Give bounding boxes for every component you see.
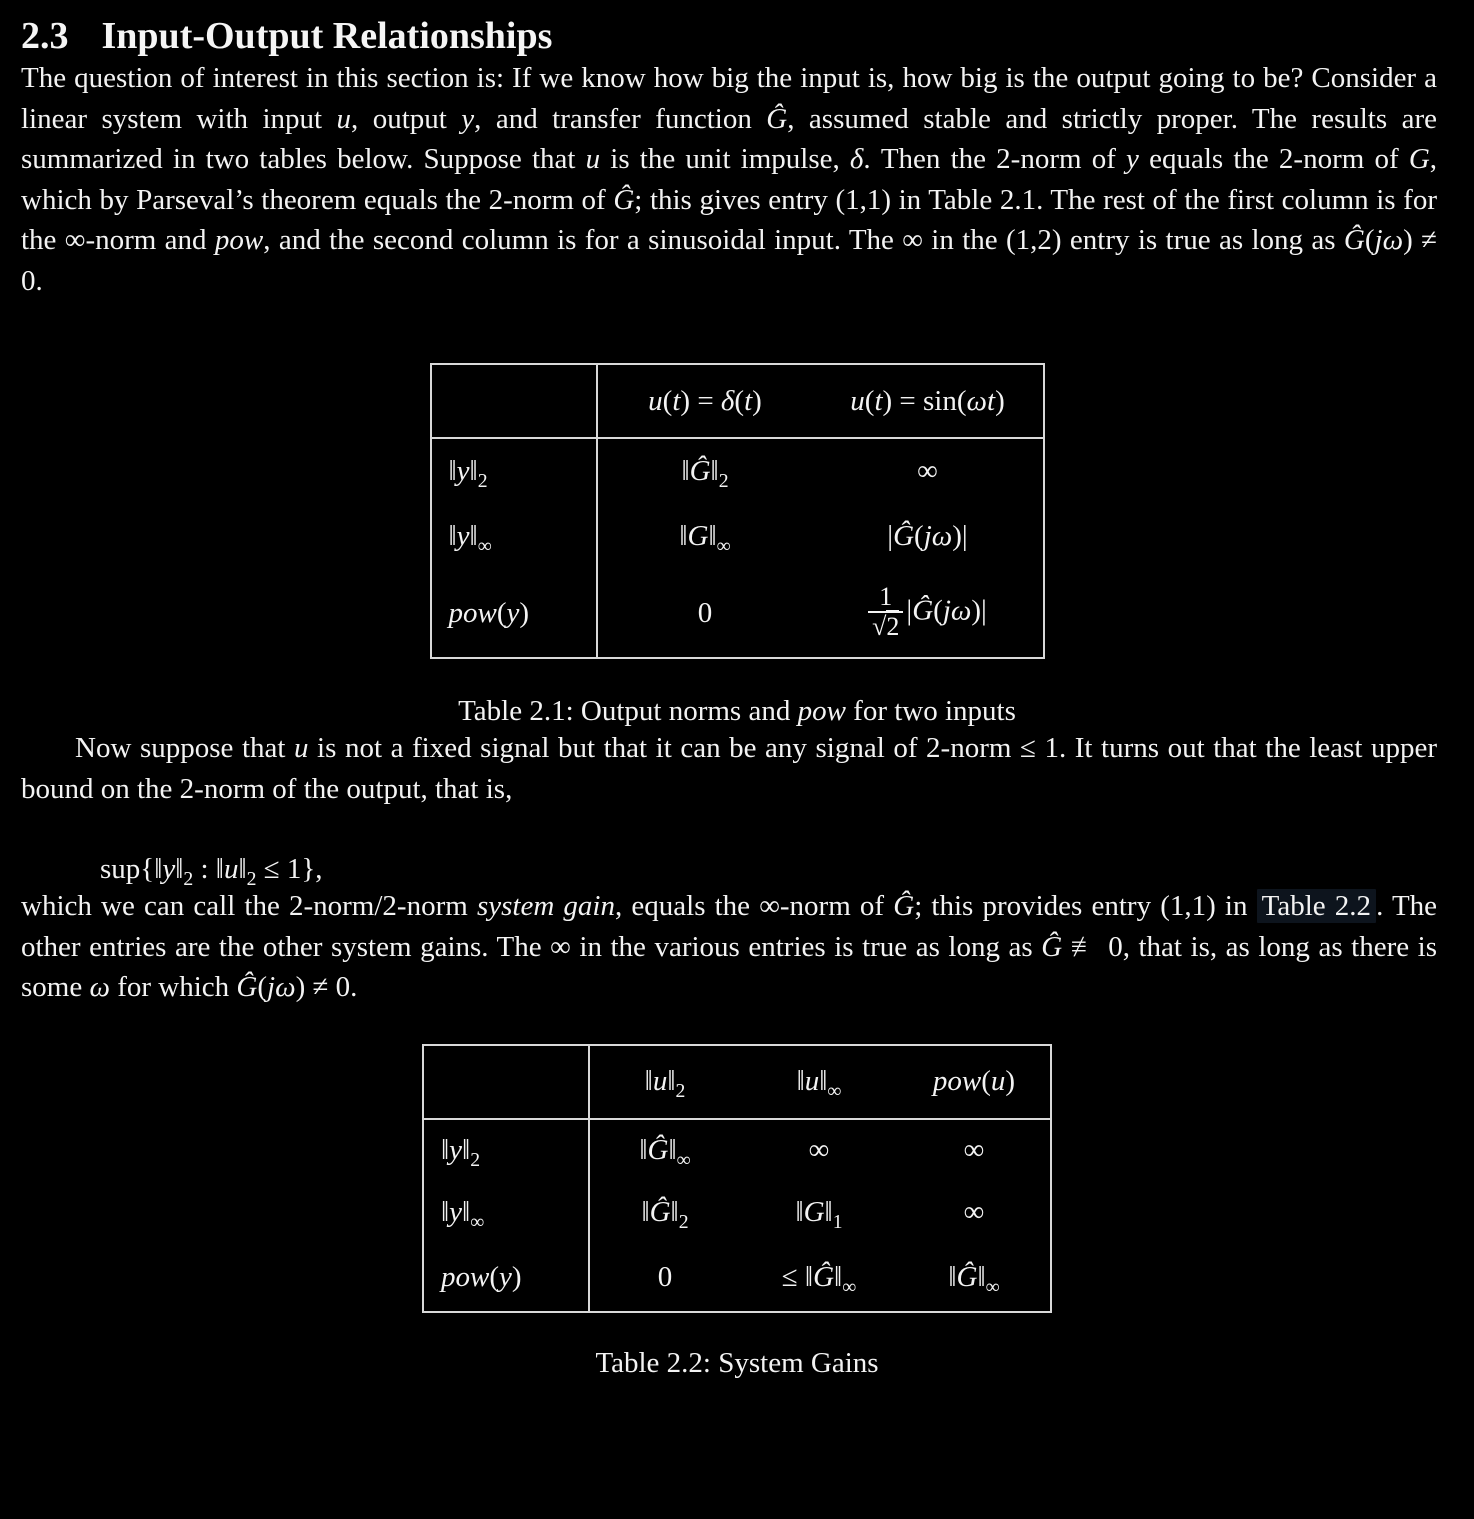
table-2-2-caption: Table 2.2: System Gains: [595, 1346, 879, 1379]
table-2-2-link[interactable]: Table 2.2: [1257, 889, 1376, 923]
table-cell: ∞: [808, 1134, 830, 1166]
table-cell: |Ĝ(jω)|: [887, 519, 968, 552]
table-header-row: [423, 1045, 1051, 1119]
table-cell: ∞: [963, 1134, 985, 1166]
column-header-u2: $‖u‖_2$: [589, 1045, 740, 1119]
table-row: [423, 1182, 1051, 1244]
display-equation: $sup\{‖y‖_2$ : $‖u‖_2 \le 1$},: [100, 853, 323, 890]
section-heading: [0, 0, 1474, 58]
table-row: [431, 438, 1044, 503]
table-cell: $\frac{1}{√2}$ |Ĝ(jω)|: [813, 569, 1044, 658]
table-cell: ≤ $‖Ĝ‖_\infty$: [781, 1260, 857, 1298]
section-title: Input-Output Relationships: [101, 15, 553, 57]
section-number: 2.3: [21, 15, 69, 57]
table-cell: $‖Ĝ‖_2$: [681, 454, 729, 492]
table-2-1-caption: Table 2.1: Output norms and pow for two inputs: [458, 695, 1016, 727]
row-label: $‖y‖_\infty$: [423, 1182, 589, 1244]
table-cell: ∞: [917, 454, 938, 487]
table-corner-cell: [431, 364, 597, 438]
row-label: $‖y‖_\infty$: [431, 503, 597, 569]
table-cell: $‖Ĝ‖_2$: [641, 1196, 689, 1233]
row-label: $‖y‖_2$: [423, 1119, 589, 1182]
table-2-2: [0, 1044, 1474, 1313]
table-row: [431, 569, 1044, 658]
row-label: $‖y‖_2$: [431, 438, 597, 503]
row-label: pow(y): [431, 569, 597, 658]
output-norms-table: [430, 363, 1045, 659]
paragraph-intro: The question of interest in this section is: If we know how big the input is, how big is the output going to be? Consider a linear system with input u, output y, and transfer function Ĝ, assumed stable and strictly proper. The results are summarized in two tables below. Suppose that u is the unit impulse, δ. Then the 2-norm of y equals the 2-norm of G, which by Parseval’s theorem equals the 2-norm of Ĝ; this gives entry (1,1) in Table 2.1. The rest of the first column is for the ∞-norm and pow, and the second column is for a sinusoidal input. The ∞ in the (1,2) entry is true as long as Ĝ(jω) ≠ 0.: [21, 62, 1438, 297]
table-header-row: [431, 364, 1044, 438]
system-gains-table: [422, 1044, 1052, 1313]
table-cell: 0: [697, 596, 713, 629]
column-header-powu: pow(u): [898, 1045, 1051, 1119]
column-header-sinusoid: u(t) = sin(ωt): [813, 364, 1044, 438]
table-row: [423, 1244, 1051, 1312]
column-header-uinf: $‖u‖_\infty$: [740, 1045, 898, 1119]
table-row: [431, 503, 1044, 569]
column-header-impulse: u(t) = δ(t): [597, 364, 813, 438]
table-cell: $‖Ĝ‖_\infty$: [639, 1134, 691, 1171]
table-cell: ∞: [963, 1196, 985, 1228]
table-cell: $‖G‖_1$: [795, 1196, 843, 1233]
table-cell: $‖Ĝ‖_\infty$: [948, 1260, 1000, 1298]
table-cell: 0: [657, 1260, 673, 1293]
row-label: pow(y): [423, 1244, 589, 1312]
table-corner-cell: [423, 1045, 589, 1119]
table-row: [423, 1119, 1051, 1182]
table-cell: $‖G‖_\infty$: [679, 519, 731, 557]
table-2-1: [0, 363, 1474, 659]
paragraph-suppose: Now suppose that u is not a fixed signal but that it can be any signal of 2-norm ≤ 1. It turns out that the least upper bound on the 2-norm of the output, that is,: [21, 732, 1437, 805]
paragraph-system-gain: which we can call the 2-norm/2-norm system gain, equals the ∞-norm of Ĝ; this provides entry (1,1) in Table 2.2 . The other entries are the other system gains. The ∞ in the various entries is true as long as Ĝ ≢ 0, that is, as long as there is some ω for which Ĝ(jω) ≠ 0.: [21, 890, 1438, 1003]
